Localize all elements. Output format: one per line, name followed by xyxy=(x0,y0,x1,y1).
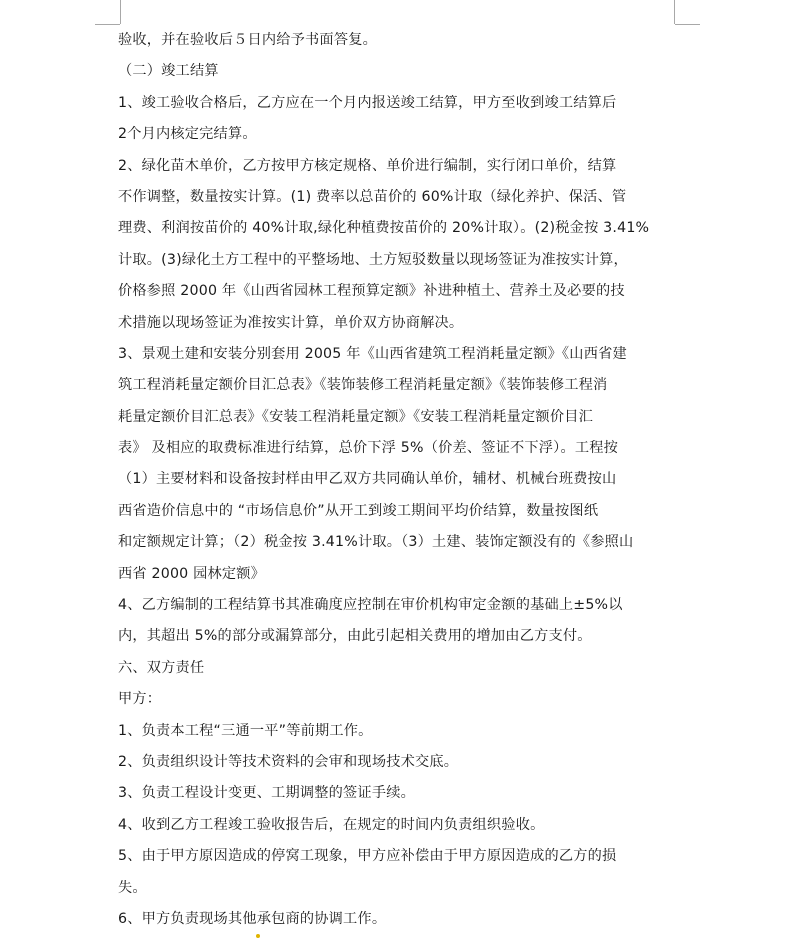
document-line: 1、负责本工程“三通一平”等前期工作。 xyxy=(118,722,373,739)
document-line: 西省造价信息中的 “市场信息价”从开工到竣工期间平均价结算，数量按图纸 xyxy=(118,502,599,519)
page-corner-mark-left-horizontal xyxy=(95,24,120,25)
document-line: 不作调整，数量按实计算。(1) 费率以总苗价的 60%计取（绿化养护、保活、管 xyxy=(118,188,627,205)
document-line: 西省 2000 园林定额》 xyxy=(118,565,266,582)
document-line: 价格参照 2000 年《山西省园林工程预算定额》补进种植土、营养土及必要的技 xyxy=(118,283,625,300)
document-line: 1、竣工验收合格后，乙方应在一个月内报送竣工结算，甲方至收到竣工结算后 xyxy=(118,94,617,111)
document-line: 表》 及相应的取费标准进行结算，总价下浮 5%（价差、签证不下浮）。工程按 xyxy=(118,440,619,457)
document-line: 筑工程消耗量定额价目汇总表》《装饰装修工程消耗量定额》《装饰装修工程消 xyxy=(118,377,608,394)
document-line: 计取。(3)绿化土方工程中的平整场地、土方短驳数量以现场签证为准按实计算， xyxy=(118,251,628,268)
subsection-heading: 甲方： xyxy=(118,691,162,708)
document-line: 2个月内核定完结算。 xyxy=(118,126,257,143)
document-line: 6、甲方负责现场其他承包商的协调工作。 xyxy=(118,910,387,927)
document-line: 内，其超出 5%的部分或漏算部分，由此引起相关费用的增加由乙方支付。 xyxy=(118,628,592,645)
document-line: （1）主要材料和设备按封样由甲乙双方共同确认单价，辅材、机械台班费按山 xyxy=(118,471,617,488)
cursor-marker xyxy=(256,934,260,938)
document-line: 2、绿化苗木单价，乙方按甲方核定规格、单价进行编制，实行闭口单价，结算 xyxy=(118,157,617,174)
document-line: 2、负责组织设计等技术资料的会审和现场技术交底。 xyxy=(118,753,459,770)
document-line: 和定额规定计算；（2）税金按 3.41%计取。（3）土建、装饰定额没有的《参照山 xyxy=(118,534,634,551)
document-line: 术措施以现场签证为准按实计算，单价双方协商解决。 xyxy=(118,314,464,331)
document-line: 理费、利润按苗价的 40%计取,绿化种植费按苗价的 20%计取）。(2)税金按 3.41% xyxy=(118,220,650,237)
document-line: 失。 xyxy=(118,879,147,896)
document-line: 耗量定额价目汇总表》《安装工程消耗量定额》《安装工程消耗量定额价目汇 xyxy=(118,408,593,425)
page-corner-mark-right-horizontal xyxy=(675,24,700,25)
document-line: 3、负责工程设计变更、工期调整的签证手续。 xyxy=(118,785,415,802)
document-line: 验收，并在验收后５日内给予书面答复。 xyxy=(118,32,377,48)
document-body[interactable] xyxy=(118,25,678,935)
document-line: 4、收到乙方工程竣工验收报告后，在规定的时间内负责组织验收。 xyxy=(118,816,545,833)
section-heading: （二）竣工结算 xyxy=(118,63,219,80)
document-line: 4、乙方编制的工程结算书其准确度应控制在审价机构审定金额的基础上±5%以 xyxy=(118,597,623,614)
document-line: 5、由于甲方原因造成的停窝工现象，甲方应补偿由于甲方原因造成的乙方的损 xyxy=(118,848,617,865)
page-corner-mark-left-vertical xyxy=(120,0,121,24)
document-line: 3、景观土建和安装分别套用 2005 年《山西省建筑工程消耗量定额》《山西省建 xyxy=(118,345,627,362)
page-corner-mark-right-vertical xyxy=(674,0,675,24)
section-heading: 六、双方责任 xyxy=(118,659,205,676)
